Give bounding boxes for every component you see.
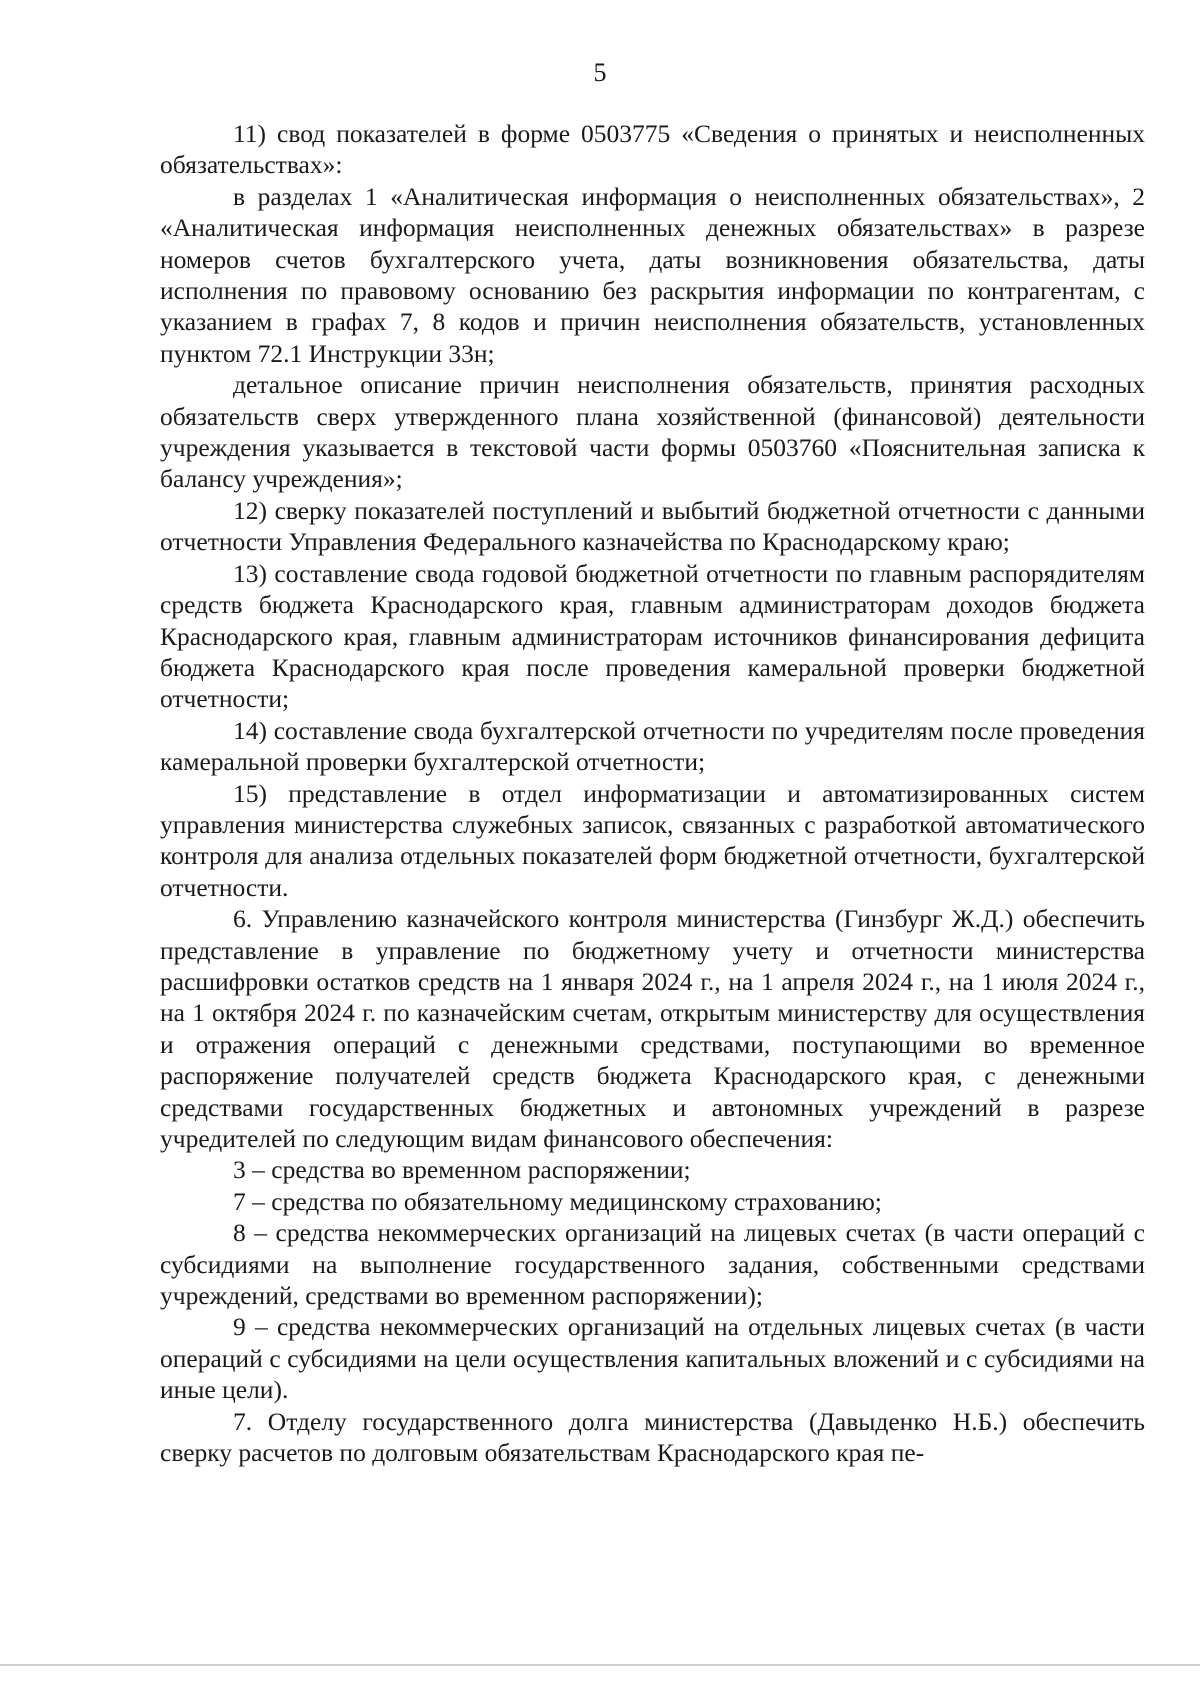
scan-bottom-edge	[0, 1664, 1200, 1666]
paragraph: детальное описание причин неисполнения обязательств, принятия расходных обязательств сверх утвержденного плана хозяйственной (финансовой) деятельности учреждения указывается в текстовой части формы 0503760 «Пояснительная записка к балансу учреждения»;	[160, 370, 1145, 494]
paragraph: 7 – средства по обязательному медицинскому страхованию;	[233, 1186, 882, 1216]
paragraph: 8 – средства некоммерческих организаций на лицевых счетах (в части операций с субсидиями на выполнение государственного задания, собственными средствами учреждений, средствами во временном распоряжении);	[160, 1218, 1145, 1311]
document-body	[160, 118, 1145, 1468]
paragraph: 15) представление в отдел информатизации и автоматизированных систем управления министерства служебных записок, связанных с разработкой автоматического контроля для анализа отдельных показателей форм бюджетной отчетности, бухгалтерской отчетности.	[160, 778, 1145, 902]
paragraph: 3 – средства во временном распоряжении;	[233, 1155, 691, 1185]
paragraph: 14) составление свода бухгалтерской отчетности по учредителям после проведения камеральной проверки бухгалтерской отчетности;	[160, 715, 1145, 777]
page-number: 5	[593, 58, 607, 87]
paragraph: 11) свод показателей в форме 0503775 «Сведения о принятых и неисполненных обязательствах»:	[160, 119, 1145, 180]
paragraph: 9 – средства некоммерческих организаций на отдельных лицевых счетах (в части операций с субсидиями на цели осуществления капитальных вложений и с субсидиями на иные цели).	[160, 1312, 1145, 1405]
paragraph: 6. Управлению казначейского контроля министерства (Гинзбург Ж.Д.) обеспечить представление в управление по бюджетному учету и отчетности министерства расшифровки остатков средств на 1 января 2024 г., на 1 апреля 2024 г., на 1 июля 2024 г., на 1 октября 2024 г. по казначейским счетам, открытым министерству для осуществления и отражения операций с денежными средствами, поступающими во временное распоряжение получателей средств бюджета Краснодарского края, с денежными средствами государственных бюджетных и автономных учреждений в разрезе учредителей по следующим видам финансового обеспечения:	[160, 904, 1145, 1153]
paragraph: 12) сверку показателей поступлений и выбытий бюджетной отчетности с данными отчетности Управления Федерального казначейства по Краснодарскому краю;	[160, 495, 1145, 557]
paragraph: 7. Отделу государственного долга министерства (Давыденко Н.Б.) обеспечить сверку расчетов по долговым обязательствам Краснодарского края пе-	[160, 1406, 1145, 1468]
paragraph: в разделах 1 «Аналитическая информация о неисполненных обязательствах», 2 «Аналитическая информация неисполненных денежных обязательствах» в разрезе номеров счетов бухгалтерского учета, даты возникновения обязательства, даты исполнения по правовому основанию без раскрытия информации по контрагентам, с указанием в графах 7, 8 кодов и причин неисполнения обязательств, установленных пунктом 72.1 Инструкции 33н;	[160, 181, 1145, 368]
paragraph: 13) составление свода годовой бюджетной отчетности по главным распорядителям средств бюджета Краснодарского края, главным администраторам доходов бюджета Краснодарского края, главным администраторам источников финансирования дефицита бюджета Краснодарского края после проведения камеральной проверки бюджетной отчетности;	[160, 558, 1145, 714]
